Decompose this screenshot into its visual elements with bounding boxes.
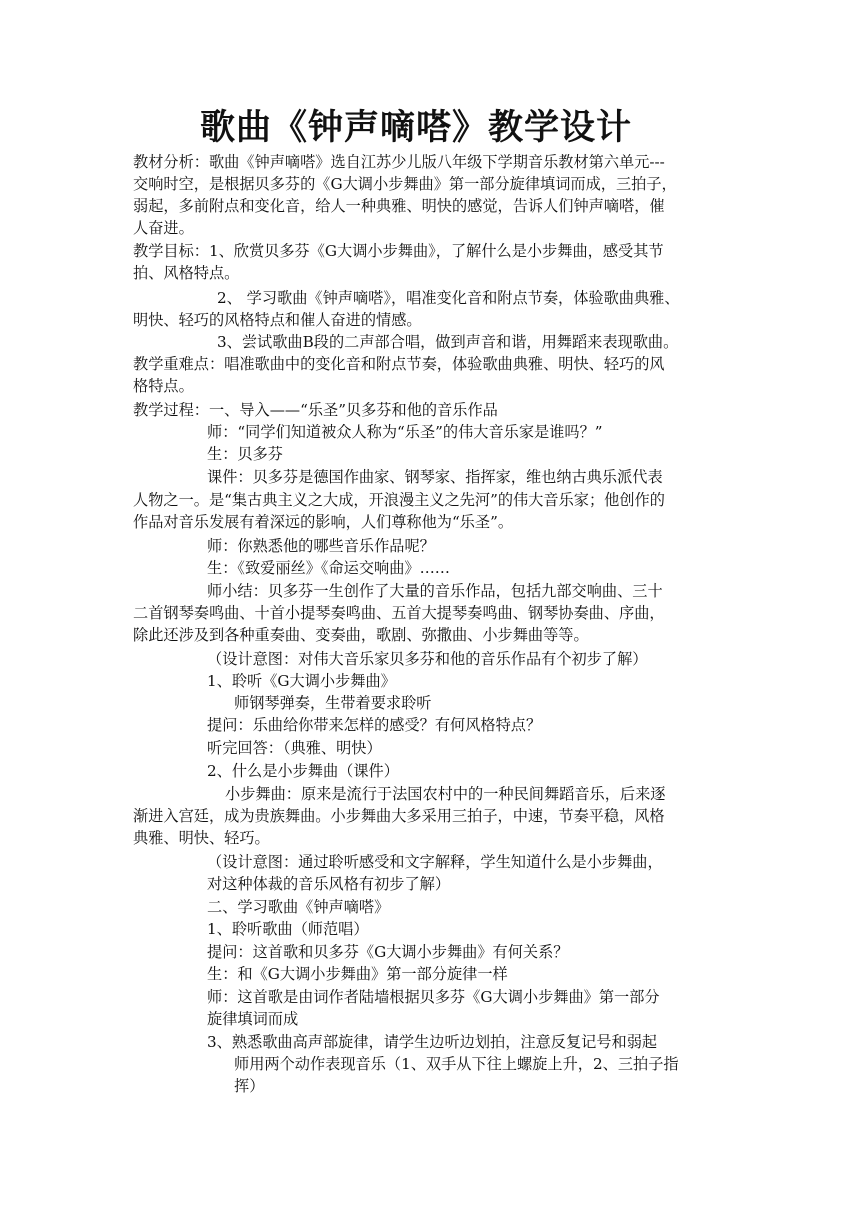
text-line: 1、聆听歌曲（师范唱） [207,920,369,938]
text-line: 提问：乐曲给你带来怎样的感受？有何风格特点？ [207,716,542,734]
text-line: 交响时空，是根据贝多芬的《G大调小步舞曲》第一部分旋律填词而成，三拍子， [133,175,677,193]
text-line: 教学重难点：唱准歌曲中的变化音和附点节奏，体验歌曲典雅、明快、轻巧的风 [133,355,665,373]
text-line: 教学过程：一、导入——“乐圣”贝多芬和他的音乐作品 [133,401,498,419]
text-line: 渐进入宫廷，成为贵族舞曲。小步舞曲大多采用三拍子，中速，节奏平稳，风格 [133,807,665,825]
text-line: （设计意图：对伟大音乐家贝多芬和他的音乐作品有个初步了解） [207,650,648,668]
text-line: 二首钢琴奏鸣曲、十首小提琴奏鸣曲、五首大提琴奏鸣曲、钢琴协奏曲、序曲， [133,604,665,622]
text-line: 1、聆听《G大调小步舞曲》 [207,672,396,690]
text-line: （设计意图：通过聆听感受和文字解释，学生知道什么是小步舞曲， [207,853,663,871]
text-line: 师：你熟悉他的哪些音乐作品呢？ [207,537,435,555]
text-line: 生：和《G大调小步舞曲》第一部分旋律一样 [207,965,508,983]
text-line: 明快、轻巧的风格特点和催人奋进的情感。 [133,311,422,329]
text-line: 小步舞曲：原来是流行于法国农村中的一种民间舞蹈音乐，后来逐 [225,785,666,803]
text-line: 拍、风格特点。 [133,264,240,282]
text-line: 师钢琴弹奏，生带着要求聆听 [234,694,432,712]
text-line: 师：“同学们知道被众人称为“乐圣”的伟大音乐家是谁吗？” [207,423,603,441]
text-line: 2、什么是小步舞曲（课件） [207,762,399,780]
text-line: 教学目标：1、欣赏贝多芬《G大调小步舞曲》，了解什么是小步舞曲，感受其节 [133,242,664,260]
text-line: 作品对音乐发展有着深远的影响，人们尊称他为“乐圣”。 [133,513,514,531]
text-line: 弱起，多前附点和变化音，给人一种典雅、明快的感觉，告诉人们钟声嘀嗒，催 [133,197,665,215]
text-line: 听完回答：（典雅、明快） [207,739,382,757]
text-line: 除此还涉及到各种重奏曲、变奏曲，歌剧、弥撒曲、小步舞曲等等。 [133,626,589,644]
text-line: 教材分析：歌曲《钟声嘀嗒》选自江苏少儿版八年级下学期音乐教材第六单元--- [133,153,665,171]
document-title: 歌曲《钟声嘀嗒》教学设计 [200,107,633,148]
text-line: 提问：这首歌和贝多芬《G大调小步舞曲》有何关系？ [207,943,569,961]
text-line: 师：这首歌是由词作者陆墙根据贝多芬《G大调小步舞曲》第一部分 [207,988,660,1006]
text-line: 生：《致爱丽丝》《命运交响曲》…… [207,559,450,577]
text-line: 对这种体裁的音乐风格有初步了解） [207,875,450,893]
text-line: 3、尝试歌曲B段的二声部合唱，做到声音和谐，用舞蹈来表现歌曲。 [217,333,679,351]
text-line: 人物之一。是“集古典主义之大成，开浪漫主义之先河”的伟大音乐家；他创作的 [133,491,665,509]
text-line: 典雅、明快、轻巧。 [133,829,270,847]
text-line: 2、 学习歌曲《钟声嘀嗒》，唱准变化音和附点节奏，体验歌曲典雅、 [217,289,680,307]
text-line: 师小结：贝多芬一生创作了大量的音乐作品，包括九部交响曲、三十 [207,582,663,600]
text-line: 3、熟悉歌曲高声部旋律，请学生边听边划拍，注意反复记号和弱起 [207,1033,658,1051]
text-line: 师用两个动作表现音乐（1、双手从下往上螺旋上升，2、三拍子指 [234,1055,679,1073]
text-line: 挥） [234,1077,265,1095]
text-line: 人奋进。 [133,219,194,237]
text-line: 生：贝多芬 [207,445,283,463]
text-line: 格特点。 [133,377,194,395]
text-line: 旋律填词而成 [207,1010,299,1028]
text-line: 二、学习歌曲《钟声嘀嗒》 [207,898,390,916]
text-line: 课件：贝多芬是德国作曲家、钢琴家、指挥家，维也纳古典乐派代表 [207,468,663,486]
